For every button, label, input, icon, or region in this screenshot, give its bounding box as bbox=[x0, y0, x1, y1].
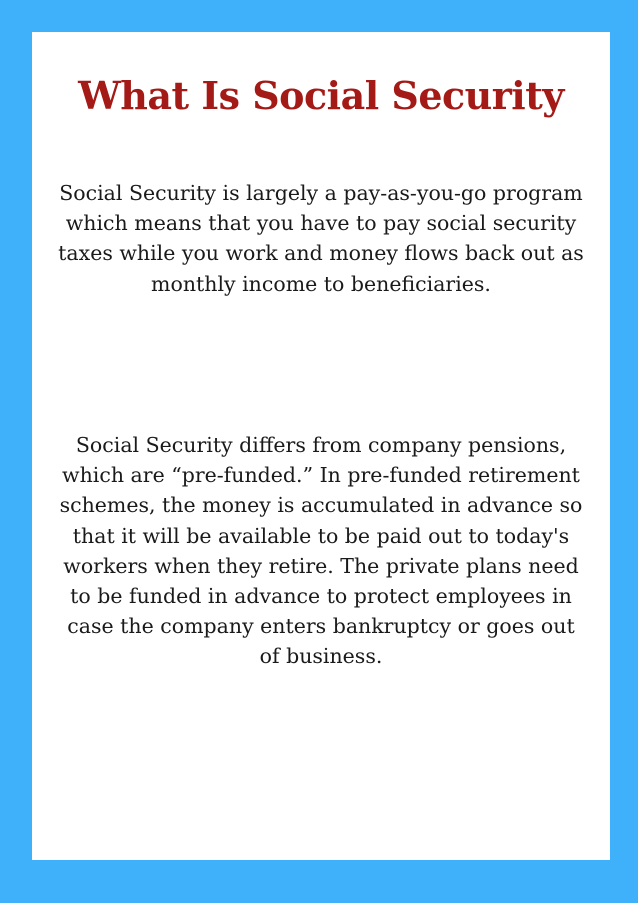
paragraph-company-pensions: Social Security differs from company pensions, which are “pre-funded.” In pre-funded retirement schemes, the money is accumulated in advance so that it will be available to be paid out to today's workers when they retire. The private plans need to be funded in advance to protect employees in case the company enters bankruptcy or goes out of business. bbox=[59, 433, 583, 669]
page-title: What Is Social Security bbox=[78, 73, 564, 118]
document-card bbox=[32, 32, 610, 860]
paragraph-pay-as-you-go: Social Security is largely a pay-as-you-go program which means that you have to pay social security taxes while you work and money flows back out as monthly income to beneficiaries. bbox=[58, 181, 584, 296]
